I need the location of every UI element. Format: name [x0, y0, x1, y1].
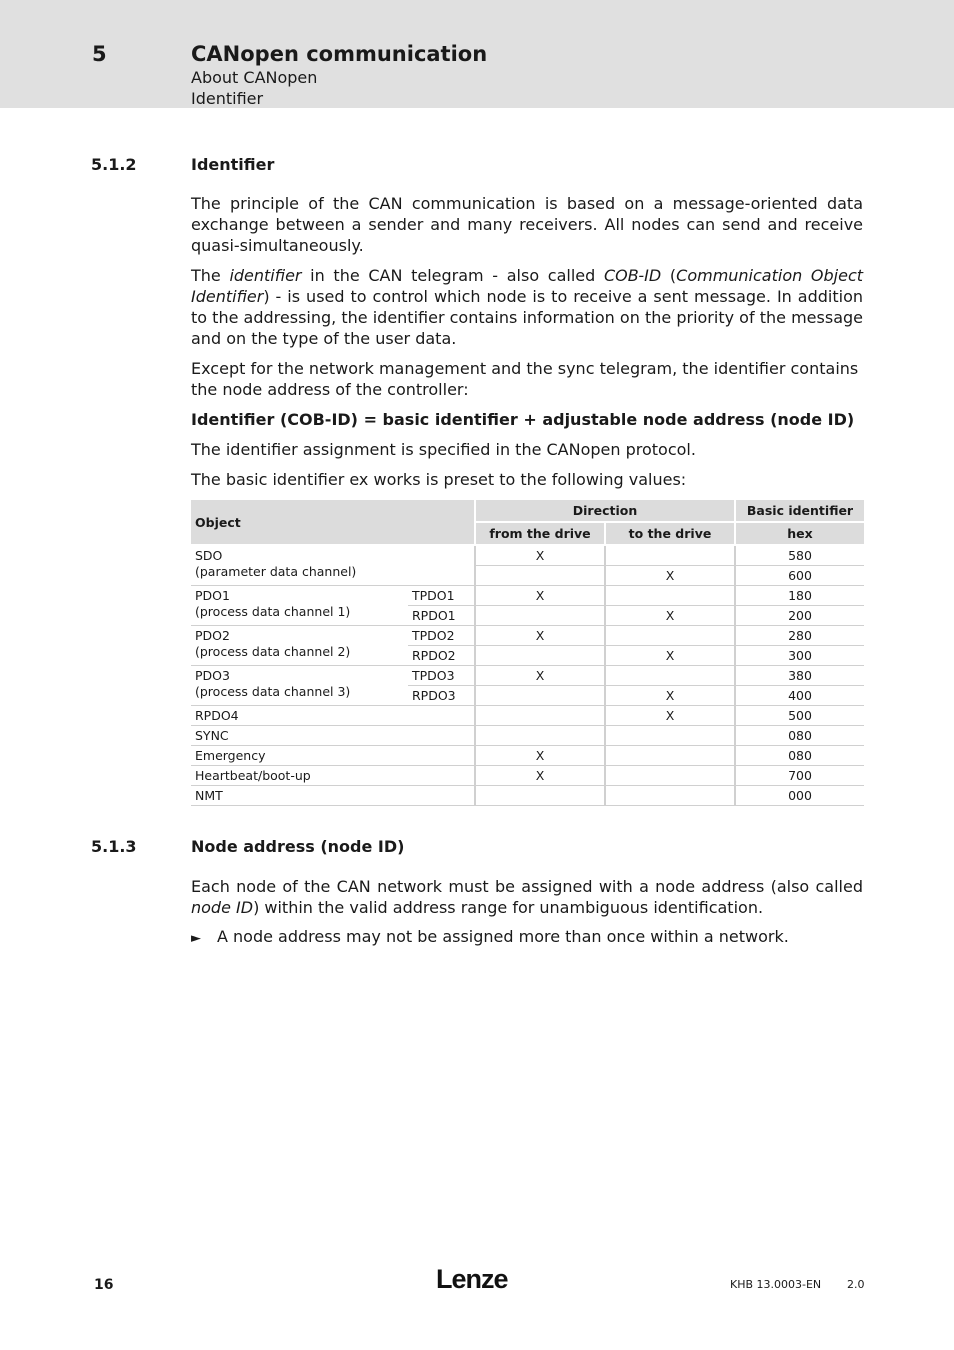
object-cell: Heartbeat/boot-up [191, 766, 474, 786]
triangle-bullet-icon: ► [191, 931, 201, 946]
header-hex: hex [734, 523, 864, 546]
hex-cell: 600 [734, 566, 864, 586]
chapter-subtitle-2: Identifier [191, 89, 264, 108]
object-cell: SYNC [191, 726, 474, 746]
from-cell [474, 686, 604, 706]
to-cell [604, 786, 734, 806]
to-cell [604, 586, 734, 606]
section-title: Identifier [191, 155, 275, 174]
chapter-subtitle-1: About CANopen [191, 68, 318, 87]
from-cell: X [474, 626, 604, 646]
from-cell [474, 646, 604, 666]
sub-object-cell: TPDO3 [408, 666, 474, 686]
to-cell: X [604, 566, 734, 586]
paragraph: Except for the network management and the sync telegram, the identifier contains the node address of the controller: [191, 359, 859, 399]
hex-cell: 080 [734, 726, 864, 746]
object-cell: PDO3 (process data channel 3) [191, 666, 408, 706]
document-version: 2.0 [847, 1278, 865, 1291]
page-number: 16 [94, 1277, 114, 1293]
to-cell [604, 746, 734, 766]
section-title: Node address (node ID) [191, 837, 405, 856]
table-row [191, 666, 864, 686]
from-cell [474, 726, 604, 746]
paragraph: Each node of the CAN network must be assigned with a node address (also called node ID) within the valid address range for unambiguous identification. [191, 877, 863, 917]
table-row [191, 586, 864, 606]
emphasis: identifier [229, 266, 302, 285]
from-cell: X [474, 766, 604, 786]
hex-cell: 080 [734, 746, 864, 766]
hex-cell: 380 [734, 666, 864, 686]
from-cell [474, 706, 604, 726]
from-cell [474, 606, 604, 626]
section-body [191, 193, 863, 499]
from-cell [474, 566, 604, 586]
table-row [191, 726, 864, 746]
chapter-number: 5 [92, 42, 107, 66]
sub-object-cell: RPDO1 [408, 606, 474, 626]
header-from-drive: from the drive [474, 523, 604, 546]
hex-cell: 500 [734, 706, 864, 726]
to-cell [604, 626, 734, 646]
to-cell [604, 546, 734, 566]
to-cell: X [604, 646, 734, 666]
table-row [191, 706, 864, 726]
table-header-row [191, 500, 864, 523]
table-row [191, 546, 864, 566]
from-cell: X [474, 586, 604, 606]
emphasis: Communication Object Identifier [191, 266, 864, 306]
sub-object-cell: RPDO2 [408, 646, 474, 666]
from-cell: X [474, 546, 604, 566]
chapter-title: CANopen communication [191, 42, 488, 66]
document-id: KHB 13.0003-EN [730, 1278, 822, 1291]
from-cell: X [474, 666, 604, 686]
hex-cell: 200 [734, 606, 864, 626]
sub-object-cell: TPDO1 [408, 586, 474, 606]
from-cell: X [474, 746, 604, 766]
basic-identifier-table [191, 500, 864, 806]
section-number: 5.1.3 [91, 837, 137, 856]
hex-cell: 580 [734, 546, 864, 566]
header-to-drive: to the drive [604, 523, 734, 546]
lenze-logo: Lenze [436, 1264, 508, 1294]
object-cell: SDO (parameter data channel) [191, 546, 474, 586]
hex-cell: 000 [734, 786, 864, 806]
section-body [191, 876, 863, 927]
object-cell: NMT [191, 786, 474, 806]
paragraph: The identifier assignment is specified in the CANopen protocol. [191, 440, 696, 459]
paragraph: The basic identifier ex works is preset to the following values: [191, 470, 687, 489]
paragraph: The principle of the CAN communication is based on a message-oriented data exchange between a sender and many receivers. All nodes can send and receive quasi-simultaneously. [191, 194, 863, 255]
object-cell: Emergency [191, 746, 474, 766]
header-basic-identifier: Basic identifier [734, 500, 864, 523]
emphasis: COB-ID [603, 266, 662, 285]
from-cell [474, 786, 604, 806]
paragraph: The identifier in the CAN telegram - also called COB-ID (Communication Object Identifier) - is used to control which node is to receive a sent message. In addition to the addressing, the identifier contains information on the priority of the message and on the type of the user data. [191, 266, 864, 348]
hex-cell: 700 [734, 766, 864, 786]
hex-cell: 400 [734, 686, 864, 706]
to-cell: X [604, 706, 734, 726]
sub-object-cell: TPDO2 [408, 626, 474, 646]
to-cell: X [604, 686, 734, 706]
to-cell [604, 726, 734, 746]
header-object: Object [191, 500, 474, 546]
to-cell [604, 766, 734, 786]
object-cell: PDO1 (process data channel 1) [191, 586, 408, 626]
formula: Identifier (COB-ID) = basic identifier + adjustable node address (node ID) [191, 410, 855, 429]
table-row [191, 786, 864, 806]
header-direction: Direction [474, 500, 734, 523]
bullet-text: A node address may not be assigned more than once within a network. [217, 927, 789, 946]
section-number: 5.1.2 [91, 155, 137, 174]
to-cell [604, 666, 734, 686]
hex-cell: 300 [734, 646, 864, 666]
sub-object-cell: RPDO3 [408, 686, 474, 706]
bullet-item [191, 926, 789, 949]
table-row [191, 626, 864, 646]
object-cell: PDO2 (process data channel 2) [191, 626, 408, 666]
hex-cell: 180 [734, 586, 864, 606]
object-cell: RPDO4 [191, 706, 474, 726]
table-row [191, 766, 864, 786]
to-cell: X [604, 606, 734, 626]
hex-cell: 280 [734, 626, 864, 646]
emphasis: node ID [191, 898, 254, 917]
table-row [191, 746, 864, 766]
